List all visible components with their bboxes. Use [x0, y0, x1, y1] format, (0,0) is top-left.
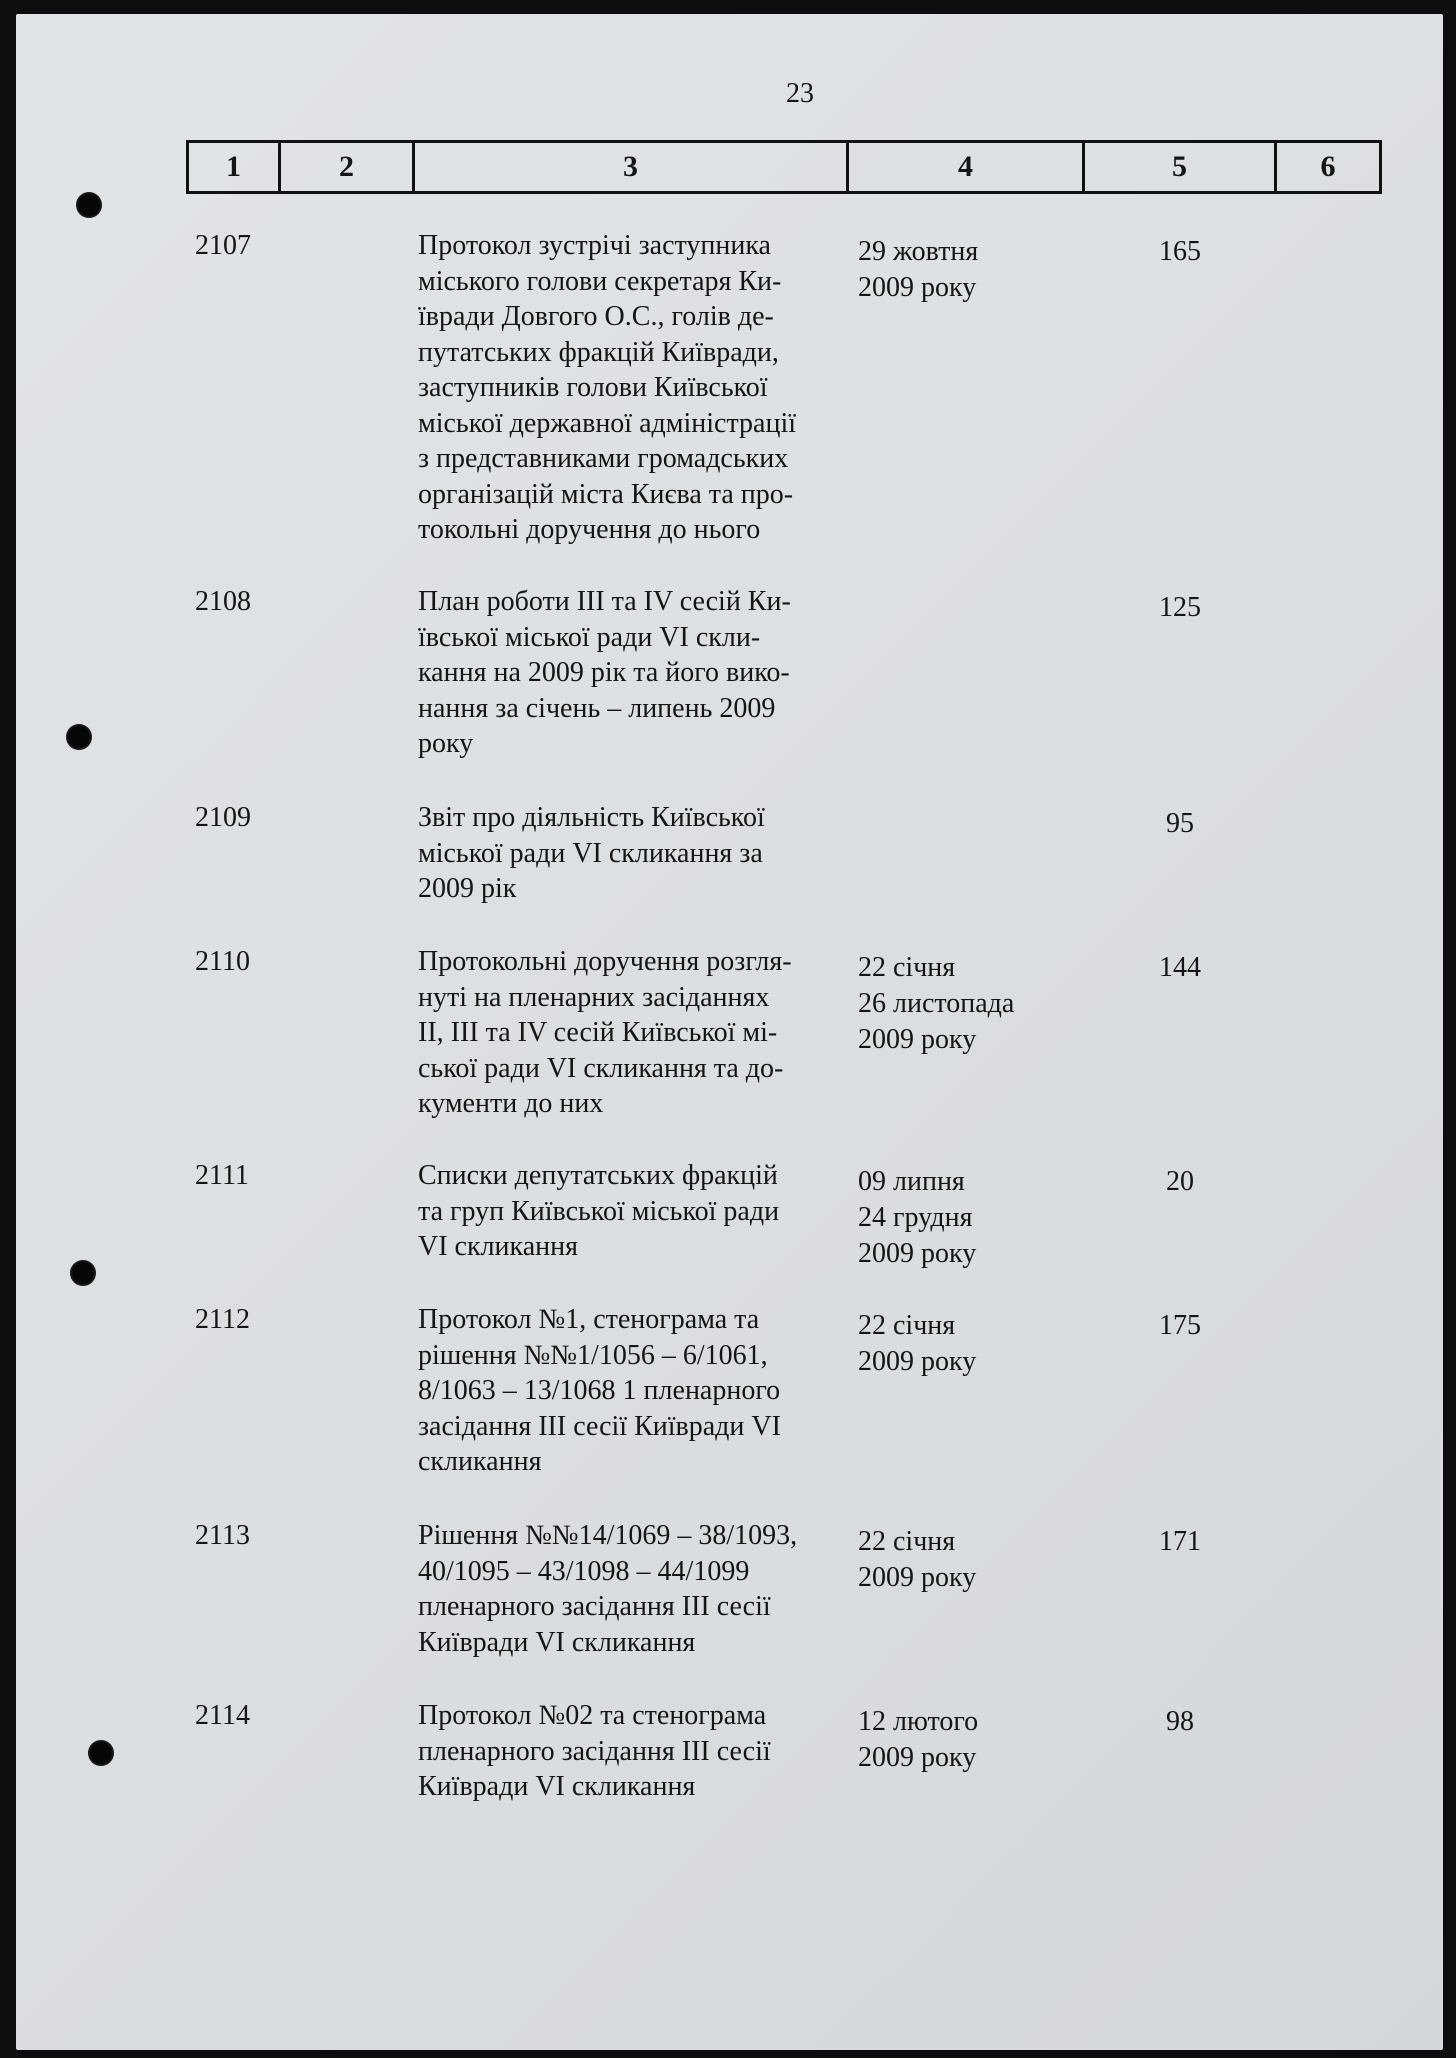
- entry-title-line: нуті на пленарних засіданнях: [418, 981, 770, 1013]
- punch-hole: [66, 724, 92, 750]
- entry-date-line: 2009 року: [858, 1238, 977, 1269]
- entry-date-line: 22 січня: [858, 952, 956, 983]
- entry-page-count: 171: [1159, 1526, 1201, 1557]
- table-header: [186, 140, 1382, 194]
- punch-hole: [88, 1740, 114, 1766]
- page-number: 23: [786, 78, 814, 109]
- entry-title: [418, 1698, 858, 1805]
- entry-title-line: року: [418, 728, 474, 759]
- entry-date-line: 2009 року: [858, 1562, 977, 1593]
- entry-title-line: 40/1095 – 43/1098 – 44/1099: [418, 1555, 750, 1587]
- entry-title-line: пленарного засідання III сесії: [418, 1591, 771, 1622]
- entry-page-count: 144: [1159, 952, 1201, 983]
- entry-date-line: 26 листопада: [858, 988, 1015, 1019]
- header-col-3: 3: [412, 140, 846, 194]
- entry-title-line: Протокол №02 та стенограма: [418, 1700, 767, 1731]
- entry-title-line: Протокольні доручення розгля-: [418, 946, 792, 977]
- entry-date-line: 2009 року: [858, 1024, 977, 1055]
- entry-page-count: 20: [1166, 1166, 1194, 1197]
- entry-page-count: 165: [1159, 236, 1201, 267]
- entry-dates: [858, 1524, 1078, 1596]
- entry-number: 2112: [195, 1304, 250, 1335]
- entry-title-line: міського голови секретаря Ки-: [418, 265, 782, 297]
- entry-dates: [858, 1308, 1078, 1380]
- entry-date-line: 2009 року: [858, 1346, 977, 1377]
- entry-dates: [858, 1164, 1078, 1272]
- header-col-2: 2: [278, 140, 412, 194]
- entry-number: 2108: [195, 586, 251, 617]
- entry-page-count: 98: [1166, 1706, 1194, 1737]
- entry-title-line: токольні доручення до нього: [418, 514, 761, 545]
- entry-title-line: пленарного засідання III сесії: [418, 1735, 771, 1767]
- entry-title-line: скликання: [418, 1446, 542, 1477]
- entry-title-line: та груп Київської міської ради: [418, 1195, 780, 1227]
- entry-number: 2114: [195, 1700, 250, 1731]
- punch-hole: [70, 1260, 96, 1286]
- entry-date-line: 2009 року: [858, 1742, 977, 1773]
- entry-dates: [858, 950, 1078, 1058]
- entry-title-line: міської державної адміністрації: [418, 407, 796, 439]
- entry-number: 2111: [195, 1160, 249, 1191]
- entry-number: 2110: [195, 946, 250, 977]
- entry-title-line: міської ради VI скликання за: [418, 837, 763, 869]
- entry-title: [418, 1158, 858, 1265]
- entry-title-line: засідання III сесії Київради VI: [418, 1410, 781, 1442]
- entry-title: [418, 1302, 858, 1480]
- header-col-4: 4: [846, 140, 1082, 194]
- entry-title-line: Київради VI скликання: [418, 1771, 696, 1802]
- entry-title-line: рішення №№1/1056 – 6/1061,: [418, 1339, 768, 1371]
- entry-title-line: Рішення №№14/1069 – 38/1093,: [418, 1520, 798, 1551]
- entry-title-line: Списки депутатських фракцій: [418, 1160, 778, 1191]
- entry-title: [418, 1518, 858, 1660]
- entry-title: [418, 584, 858, 762]
- entry-title-line: путатських фракцій Київради,: [418, 336, 779, 368]
- entry-title: [418, 228, 858, 548]
- entry-date-line: 24 грудня: [858, 1202, 973, 1233]
- entry-title-line: ської ради VI скликання та до-: [418, 1052, 784, 1084]
- entry-title-line: Протокол №1, стенограма та: [418, 1304, 760, 1335]
- entry-title-line: ївської міської ради VI скли-: [418, 621, 761, 653]
- entry-page-count: 175: [1159, 1310, 1201, 1341]
- entry-dates: [858, 234, 1078, 306]
- entry-page-count: 95: [1166, 808, 1194, 839]
- entry-date-line: 22 січня: [858, 1526, 956, 1557]
- entry-date-line: 09 липня: [858, 1166, 965, 1197]
- entry-page-count: 125: [1159, 592, 1201, 623]
- entry-date-line: 12 лютого: [858, 1706, 979, 1737]
- entry-title-line: Звіт про діяльність Київської: [418, 802, 765, 833]
- entry-title-line: План роботи III та IV сесій Ки-: [418, 586, 791, 617]
- punch-hole: [76, 192, 102, 218]
- entry-number: 2109: [195, 802, 251, 833]
- entry-date-line: 22 січня: [858, 1310, 956, 1341]
- entry-title-line: кументи до них: [418, 1088, 604, 1119]
- entry-dates: [858, 1704, 1078, 1776]
- entry-number: 2107: [195, 230, 251, 261]
- entry-title-line: 8/1063 – 13/1068 1 пленарного: [418, 1375, 781, 1406]
- header-col-6: 6: [1274, 140, 1382, 194]
- entry-title: [418, 800, 858, 907]
- entry-title-line: кання на 2009 рік та його вико-: [418, 657, 790, 688]
- entry-title-line: II, III та IV сесій Київської мі-: [418, 1017, 778, 1048]
- entry-title-line: Протокол зустрічі заступника: [418, 230, 771, 261]
- entry-title-line: Київради VI скликання: [418, 1626, 696, 1658]
- entry-title-line: з представниками громадських: [418, 443, 789, 474]
- entry-title-line: ївради Довгого О.С., голів де-: [418, 301, 774, 332]
- header-col-5: 5: [1082, 140, 1274, 194]
- entry-title-line: VI скликання: [418, 1231, 578, 1262]
- entry-date-line: 29 жовтня: [858, 236, 979, 267]
- entry-title: [418, 944, 858, 1122]
- entry-number: 2113: [195, 1520, 250, 1551]
- entry-date-line: 2009 року: [858, 272, 977, 303]
- entry-title-line: 2009 рік: [418, 873, 517, 904]
- entry-title-line: нання за січень – липень 2009: [418, 692, 776, 724]
- entry-title-line: заступників голови Київської: [418, 372, 768, 403]
- entry-title-line: організацій міста Києва та про-: [418, 478, 794, 510]
- header-col-1: 1: [186, 140, 278, 194]
